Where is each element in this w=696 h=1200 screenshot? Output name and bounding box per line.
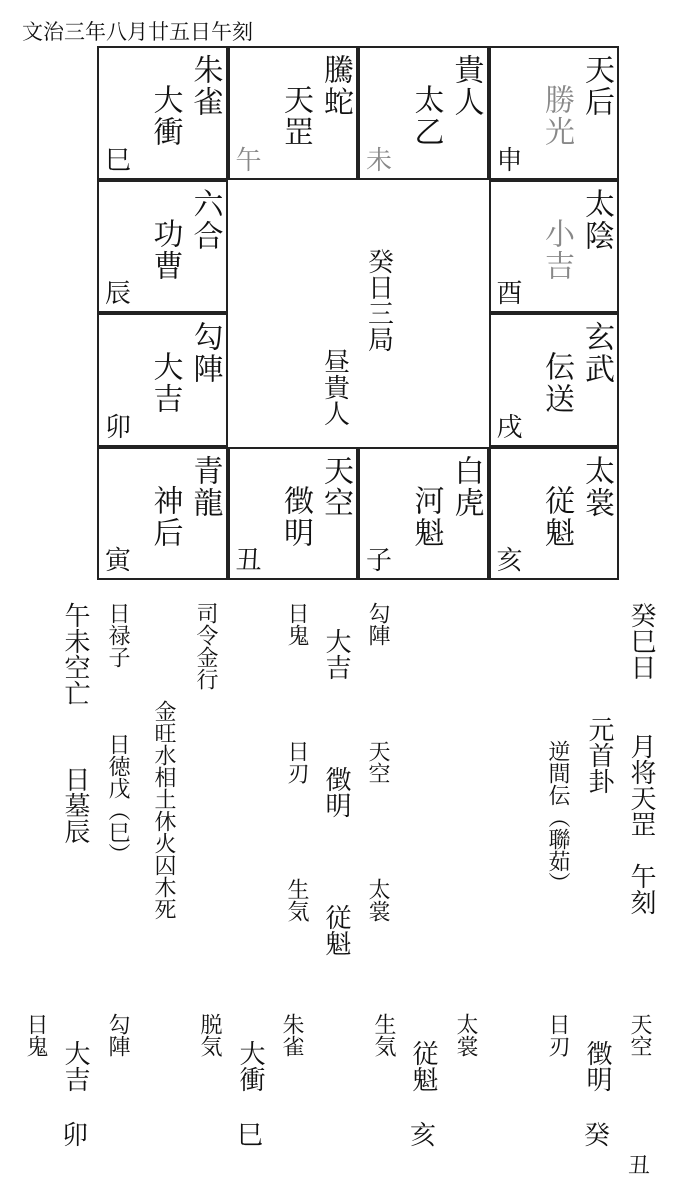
cell-general: 天后 bbox=[579, 54, 614, 118]
lesson-branch: 卯 bbox=[62, 1121, 89, 1151]
lesson-general: 朱雀 bbox=[279, 1013, 304, 1057]
lesson-chief: 大衝 bbox=[235, 1040, 265, 1092]
cell-chou bbox=[228, 447, 359, 581]
transmission-relation: 日刃 bbox=[284, 740, 309, 784]
cell-wu bbox=[228, 46, 359, 180]
cell-chief: 徴明 bbox=[278, 484, 313, 549]
cell-zi bbox=[358, 447, 489, 581]
center-label: 昼貴人 bbox=[319, 347, 350, 426]
cell-general: 太陰 bbox=[579, 187, 614, 252]
cell-chief: 大吉 bbox=[147, 351, 183, 415]
cell-branch: 亥 bbox=[496, 546, 523, 576]
cell-you bbox=[489, 180, 620, 314]
cell-general: 太裳 bbox=[579, 454, 614, 519]
cell-chief: 太乙 bbox=[408, 84, 444, 148]
cell-chief: 河魁 bbox=[408, 484, 444, 549]
cell-hai bbox=[489, 447, 620, 581]
cell-chief: 従魁 bbox=[539, 484, 574, 549]
cell-wei bbox=[358, 46, 489, 180]
cell-yin bbox=[97, 447, 228, 581]
document-title: 文治三年八月廿五日午刻 bbox=[22, 20, 253, 44]
shikiban-board bbox=[97, 46, 619, 580]
cell-branch: 卯 bbox=[105, 412, 132, 443]
transmission-chief: 大吉 bbox=[321, 628, 351, 680]
lesson-chief: 従魁 bbox=[408, 1040, 438, 1092]
center-label: 癸日三局 bbox=[363, 247, 394, 352]
lesson-branch: 癸 bbox=[584, 1121, 611, 1151]
lu-note: 日禄子 bbox=[105, 602, 130, 668]
cell-branch: 子 bbox=[366, 546, 393, 576]
cell-chief: 天罡 bbox=[278, 84, 313, 148]
cell-branch: 戌 bbox=[496, 412, 523, 443]
lesson-relation: 生気 bbox=[371, 1013, 396, 1057]
lesson-relation: 日鬼 bbox=[23, 1013, 48, 1057]
transmission-note: 逆間伝（聯茹） bbox=[545, 740, 570, 894]
cell-xu bbox=[489, 313, 620, 447]
cell-branch: 未 bbox=[366, 145, 393, 176]
transmission-chief: 徴明 bbox=[321, 766, 351, 818]
cell-shen bbox=[489, 46, 620, 180]
transmission-chief: 従魁 bbox=[321, 904, 351, 956]
cell-general: 玄武 bbox=[579, 321, 614, 385]
lesson-relation: 脱気 bbox=[197, 1013, 222, 1057]
lesson-type-note: 元首卦 bbox=[584, 716, 614, 794]
cell-branch: 酉 bbox=[496, 279, 523, 309]
transmission-general: 天空 bbox=[365, 740, 390, 784]
cell-branch: 午 bbox=[235, 145, 262, 176]
tomb-note: 日墓辰 bbox=[60, 766, 90, 844]
cell-si bbox=[97, 46, 228, 180]
cell-general: 白虎 bbox=[448, 454, 484, 519]
lesson-general: 天空 bbox=[627, 1013, 652, 1057]
transmission-general: 勾陣 bbox=[365, 602, 390, 646]
transmission-relation: 生気 bbox=[284, 878, 309, 922]
cell-chen bbox=[97, 180, 228, 314]
cell-general: 青龍 bbox=[187, 454, 223, 519]
cell-mao bbox=[97, 313, 228, 447]
transmission-relation: 日鬼 bbox=[284, 602, 309, 646]
lesson-chief: 徴明 bbox=[582, 1040, 612, 1092]
cell-chief: 功曹 bbox=[147, 217, 183, 282]
lesson-chief: 大吉 bbox=[60, 1040, 90, 1092]
cell-general: 勾陣 bbox=[187, 321, 223, 385]
cell-chief: 神后 bbox=[147, 484, 183, 549]
cell-branch: 申 bbox=[496, 145, 523, 176]
cell-general: 天空 bbox=[318, 454, 353, 519]
cell-branch: 辰 bbox=[105, 279, 132, 309]
cell-chief: 大衝 bbox=[147, 84, 183, 148]
lesson-branch: 亥 bbox=[410, 1121, 437, 1151]
transmission-general: 太裳 bbox=[365, 878, 390, 922]
element-state-note: 金旺水相土休火囚木死 bbox=[151, 700, 176, 920]
lesson-relation: 日刃 bbox=[545, 1013, 570, 1057]
lesson-base: 丑 bbox=[628, 1154, 651, 1179]
cell-general: 六合 bbox=[187, 187, 223, 252]
lesson-branch: 巳 bbox=[237, 1121, 264, 1151]
cell-general: 朱雀 bbox=[187, 54, 223, 118]
lesson-general: 太裳 bbox=[453, 1013, 478, 1057]
cell-general: 騰蛇 bbox=[318, 54, 353, 118]
cell-chief: 勝光 bbox=[539, 84, 574, 148]
cell-chief: 小吉 bbox=[539, 217, 574, 282]
virtue-note: 日徳戊（巳） bbox=[105, 733, 130, 865]
day-label: 癸巳日 bbox=[626, 602, 656, 680]
cell-general: 貴人 bbox=[448, 54, 484, 118]
season-note: 司令金行 bbox=[193, 602, 218, 690]
cell-branch: 寅 bbox=[105, 546, 132, 576]
month-general-note: 月将天罡 午刻 bbox=[626, 733, 656, 915]
board-center bbox=[228, 180, 489, 447]
cell-chief: 伝送 bbox=[539, 351, 574, 415]
void-note: 午未空亡 bbox=[60, 602, 90, 706]
cell-branch: 巳 bbox=[105, 145, 132, 176]
cell-branch: 丑 bbox=[235, 546, 262, 576]
lesson-general: 勾陣 bbox=[105, 1013, 130, 1057]
